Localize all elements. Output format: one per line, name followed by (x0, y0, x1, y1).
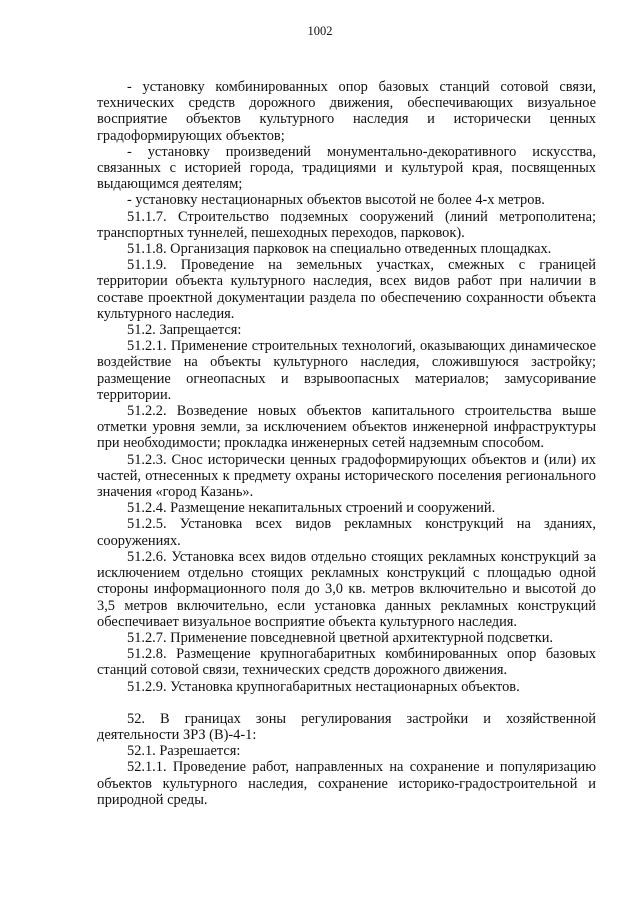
paragraph-51-2-6: 51.2.6. Установка всех видов отдельно стоящих рекламных конструкций за исключением отдельно стоящих рекламных конструкций с площадью одной стороны информационного поля до 3,0 кв. метров включительно и высотой до 3,5 метров включительно, если установка данных рекламных конструкций обеспечивает визуальное восприятие объекта культурного наследия. (97, 548, 596, 630)
paragraph-51-2-1: 51.2.1. Применение строительных технологий, оказывающих динамическое воздействие на объекты культурного наследия, сложившуюся застройку; размещение огнеопасных и взрывоопасных материалов; замусоривание территории. (97, 338, 596, 403)
paragraph-51-2-5: 51.2.5. Установка всех видов рекламных конструкций на зданиях, сооружениях. (97, 516, 596, 549)
paragraph-51-1-9: 51.1.9. Проведение на земельных участках, смежных с границей территории объекта культурного наследия, всех видов работ при наличии в составе проектной документации раздела по обеспечению сохранности объекта культурного наследия. (97, 257, 596, 322)
paragraph-51-1-7: 51.1.7. Строительство подземных сооружений (линий метрополитена; транспортных туннелей, пешеходных переходов, парковок). (97, 208, 596, 241)
paragraph-51-2-2: 51.2.2. Возведение новых объектов капитального строительства выше отметки уровня земли, за исключением объектов инженерной инфраструктуры при необходимости; прокладка инженерных сетей надземным способом. (97, 403, 596, 452)
paragraph-51-1-8: 51.1.8. Организация парковок на специально отведенных площадках. (127, 241, 552, 258)
paragraph-51-2: 51.2. Запрещается: (127, 322, 242, 339)
paragraph-bullet-non-stationary-objects: - установку нестационарных объектов высотой не более 4-х метров. (127, 192, 545, 209)
paragraph-51-2-7: 51.2.7. Применение повседневной цветной архитектурной подсветки. (127, 629, 553, 646)
paragraph-bullet-combined-supports: - установку комбинированных опор базовых станций сотовой связи, технических средств дорожного движения, обеспечивающих визуальное восприятие объектов культурного наследия и исторически ценных градоформирующих объектов; (97, 79, 596, 144)
paragraph-51-2-9: 51.2.9. Установка крупногабаритных нестационарных объектов. (127, 678, 520, 695)
paragraph-52-1: 52.1. Разрешается: (127, 743, 241, 760)
paragraph-51-2-3: 51.2.3. Снос исторически ценных градоформирующих объектов и (или) их частей, отнесенных к предмету охраны исторического поселения регионального значения «город Казань». (97, 451, 596, 501)
paragraph-52-1-1: 52.1.1. Проведение работ, направленных на сохранение и популяризацию объектов культурного наследия, сохранение историко-градостроительной и природной среды. (97, 759, 596, 808)
page-number: 1002 (307, 24, 333, 38)
paragraph-51-2-4: 51.2.4. Размещение некапитальных строений и сооружений. (127, 500, 496, 517)
paragraph-51-2-8: 51.2.8. Размещение крупногабаритных комбинированных опор базовых станций сотовой связи, технических средств дорожного движения. (97, 646, 596, 679)
paragraph-bullet-monumental-art: - установку произведений монументально-декоративного искусства, связанных с историей города, традициями и культурой края, посвященных выдающимся деятелям; (97, 143, 596, 193)
document-body (97, 79, 596, 808)
paragraph-52: 52. В границах зоны регулирования застройки и хозяйственной деятельности ЗРЗ (В)-4-1: (97, 710, 596, 743)
